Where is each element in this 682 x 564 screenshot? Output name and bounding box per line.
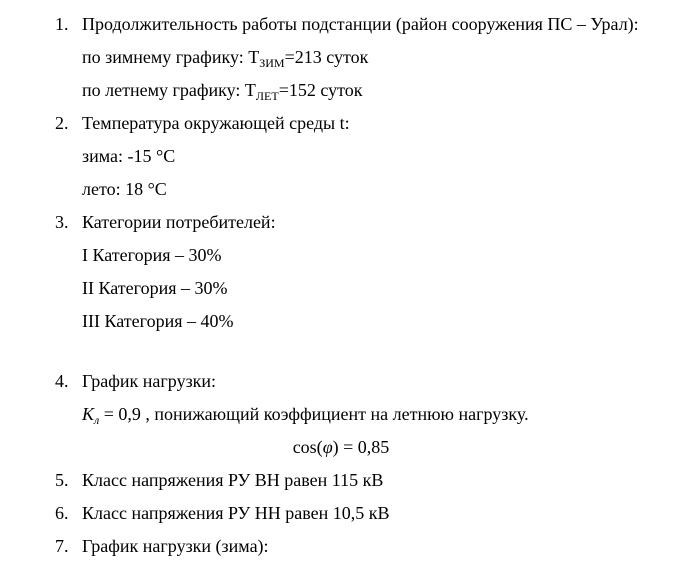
item-text: Продолжительность работы подстанции (район сооружения ПС – Урал): — [82, 14, 639, 34]
list-item-7 — [55, 530, 682, 563]
item-number: 6. — [55, 503, 69, 523]
formula-k-base: К — [82, 404, 94, 424]
item-text: Температура окружающей среды t: — [82, 113, 350, 133]
list-item-3 — [55, 206, 682, 239]
phi-symbol: φ — [322, 437, 333, 457]
item-number: 2. — [55, 113, 69, 133]
list-item-1-summer-line — [55, 74, 682, 107]
item-text: Категории потребителей: — [82, 212, 276, 232]
list-item-2-winter-temp — [55, 140, 682, 173]
list-item-6 — [55, 497, 682, 530]
list-item-4 — [55, 365, 682, 398]
indent-spacer — [55, 74, 82, 107]
category-2-line — [55, 272, 682, 305]
list-item-2 — [55, 107, 682, 140]
k-coefficient-formula-line — [55, 398, 682, 431]
cos-value: ) = 0,85 — [332, 437, 390, 457]
item-number: 7. — [55, 536, 69, 556]
item-text: Класс напряжения РУ НН равен 10,5 кВ — [82, 503, 390, 523]
list-item-1-winter-line — [55, 41, 682, 74]
summer-temp-text: лето: 18 °С — [82, 179, 167, 199]
list-item-2-summer-temp — [55, 173, 682, 206]
indent-spacer — [55, 239, 82, 272]
indent-spacer — [55, 173, 82, 206]
category-1-line — [55, 239, 682, 272]
category-3-text: III Категория – 40% — [82, 311, 234, 331]
item-number: 3. — [55, 212, 69, 232]
cos-prefix: cos( — [292, 437, 323, 457]
k-coefficient-formula — [82, 398, 529, 431]
indent-spacer — [55, 272, 82, 305]
winter-temp-text: зима: -15 °С — [82, 146, 176, 166]
list-item-1 — [55, 8, 682, 41]
category-3-line — [55, 305, 682, 338]
summer-schedule-text — [82, 74, 363, 107]
summer-value: =152 суток — [278, 80, 363, 100]
cos-phi-formula-line — [0, 431, 682, 464]
winter-value: =213 суток — [284, 47, 369, 67]
indent-spacer — [55, 305, 82, 338]
formula-k-subscript: л — [93, 413, 100, 427]
summer-subscript: ЛЕТ — [255, 89, 279, 103]
item-text: График нагрузки: — [82, 371, 217, 391]
winter-prefix: по зимнему графику: Т — [82, 47, 260, 67]
category-2-text: II Категория – 30% — [82, 278, 228, 298]
indent-spacer — [55, 140, 82, 173]
item-text: График нагрузки (зима): — [82, 536, 269, 556]
winter-subscript: ЗИМ — [259, 56, 285, 70]
indent-spacer — [55, 398, 82, 431]
item-text: Класс напряжения РУ ВН равен 115 кВ — [82, 470, 384, 490]
summer-prefix: по летнему графику: Т — [82, 80, 256, 100]
winter-schedule-text — [82, 41, 368, 74]
formula-k-rest: = 0,9 , понижающий коэффициент на летнюю нагрузку. — [99, 404, 529, 424]
item-number: 4. — [55, 371, 69, 391]
category-1-text: I Категория – 30% — [82, 245, 222, 265]
indent-spacer — [55, 41, 82, 74]
list-item-5 — [55, 464, 682, 497]
item-number: 5. — [55, 470, 69, 490]
item-number: 1. — [55, 14, 69, 34]
